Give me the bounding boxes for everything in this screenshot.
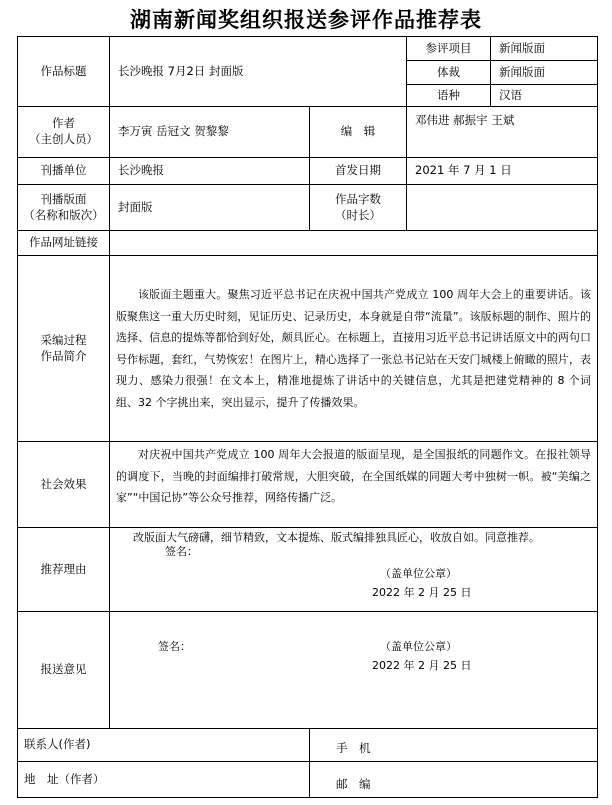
- genre-value: 新闻版面: [491, 61, 598, 85]
- page-label-line1: 刊播版面: [40, 191, 87, 206]
- category-value: 新闻版面: [491, 37, 598, 61]
- process-text: 该版面主题重大。聚焦习近平总书记在庆祝中国共产党成立 100 周年大会上的重要讲话。该版聚焦这一重大历史时刻，见证历史、记录历史，本身就是自带“流量”。该版标题的制作、照片的选择、信息的提炼等都恰到好处，颇具匠心。在标题上，直接用习近平总书记讲话原文中的两句口号作标题，套红，气势恢宏！在图片上，精心选择了一张总书记站在天安门城楼上俯瞰的照片，表现力、感染力很强！在文本上，精准地提炼了讲话中的关键信息，尤其是把建党精神的 8 个词组、32 个字挑出来，突出显示，提升了传播效果。: [116, 288, 592, 409]
- authors-label-line2: （主创人员）: [29, 132, 98, 146]
- opinion-label: 报送意见: [18, 612, 110, 729]
- language-label: 语种: [407, 85, 491, 107]
- genre-label: 体裁: [407, 61, 491, 85]
- recommendation-form: [17, 36, 598, 798]
- publisher-label: 刊播单位: [18, 158, 110, 185]
- authors-label: [18, 107, 110, 158]
- reason-cell: [110, 528, 598, 612]
- language-value: 汉语: [491, 85, 598, 107]
- publisher-value: 长沙晚报: [110, 158, 310, 185]
- first-date-label: 首发日期: [310, 158, 407, 185]
- postcode-cell: [310, 762, 598, 798]
- authors-value: 李万寅 岳冠文 贺黎黎: [110, 107, 310, 158]
- process-label: [18, 256, 110, 442]
- process-cell: [110, 256, 598, 442]
- word-count-label: [310, 185, 407, 231]
- process-label-line1: 采编过程: [40, 332, 87, 347]
- reason-date: 2022 年 2 月 25 日: [372, 586, 472, 599]
- opinion-cell: [110, 612, 598, 729]
- work-title-label: 作品标题: [18, 37, 110, 107]
- category-label: 参评项目: [407, 37, 491, 61]
- phone-label: 手 机: [336, 741, 371, 756]
- effect-text: 对庆祝中国共产党成立 100 周年大会报道的版面呈现，是全国报纸的同题作文。在报社领导的调度下，当晚的封面编排打破常规，大胆突破，在全国纸媒的同题大考中独树一帜。被“美编之家”“中国记协”等公众号推荐，网络传播广泛。: [116, 448, 592, 504]
- editors-label: 编 辑: [310, 107, 407, 158]
- reason-text: 改版面大气磅礴，细节精致，文本提炼、版式编排独具匠心，收放自如。同意推荐。: [133, 531, 540, 544]
- effect-label: 社会效果: [18, 442, 110, 528]
- first-date-value: 2021 年 7 月 1 日: [407, 158, 598, 185]
- page-label-line2: （名称和版次）: [23, 207, 104, 222]
- page-value: 封面版: [110, 185, 310, 231]
- postcode-label: 邮 编: [336, 777, 371, 792]
- word-count-value: [407, 185, 598, 231]
- word-count-label-line2: （时长）: [335, 207, 381, 222]
- address-cell: [18, 762, 310, 798]
- page-label: [18, 185, 110, 231]
- opinion-seal-note: （盖单位公章）: [380, 640, 457, 653]
- phone-cell: [310, 729, 598, 762]
- opinion-date: 2022 年 2 月 25 日: [372, 659, 472, 672]
- word-count-label-line1: 作品字数: [335, 191, 381, 206]
- url-value: [110, 231, 598, 256]
- reason-label: 推荐理由: [18, 528, 110, 612]
- opinion-signature-label: 签名：: [158, 640, 191, 653]
- effect-cell: [110, 442, 598, 528]
- editors-value: 邓伟进 郝振宇 王斌: [407, 107, 598, 158]
- address-label: 地 址（作者）: [24, 771, 105, 786]
- contact-cell: [18, 729, 310, 762]
- reason-signature-label: 签名：: [165, 545, 198, 558]
- reason-seal-note: （盖单位公章）: [380, 567, 457, 580]
- page-title: 湖南新闻奖组织报送参评作品推荐表: [130, 7, 482, 32]
- work-title-value: 长沙晚报 7月2日 封面版: [110, 37, 407, 107]
- contact-label: 联系人(作者): [24, 737, 91, 752]
- authors-label-line1: 作者: [52, 116, 75, 131]
- url-label: 作品网址链接: [18, 231, 110, 256]
- process-label-line2: 作品简介: [40, 348, 87, 363]
